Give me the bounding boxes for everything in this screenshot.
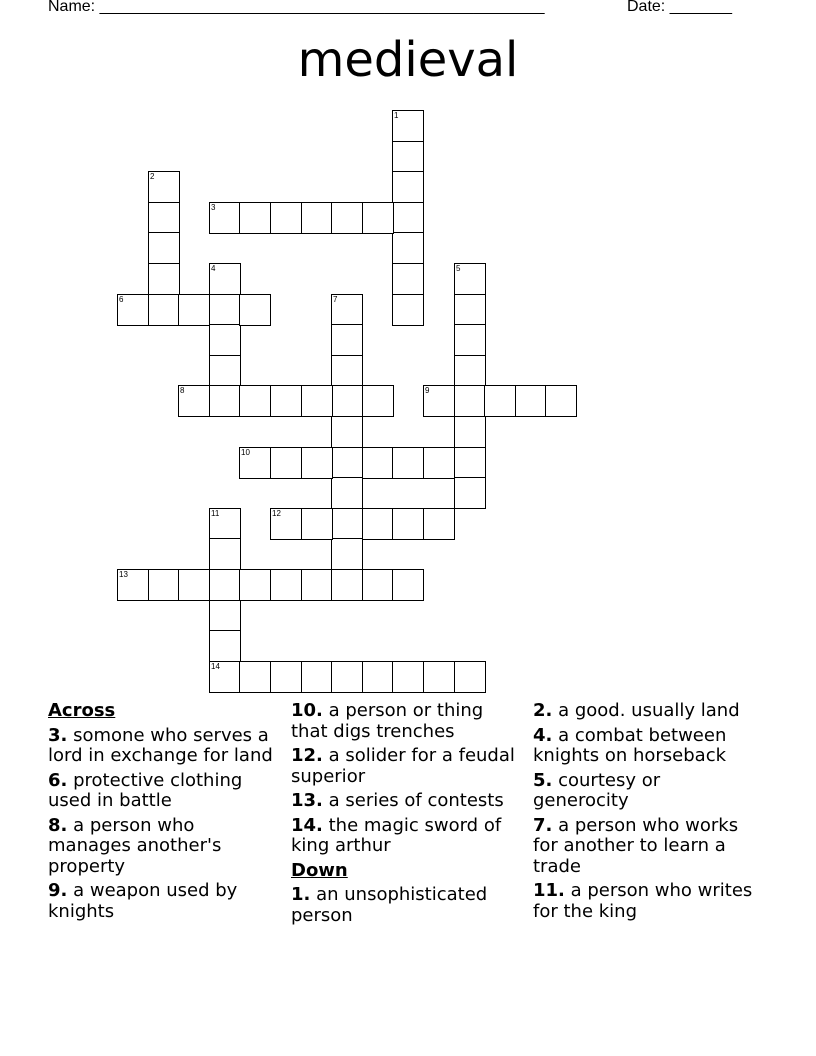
grid-cell[interactable] <box>331 294 363 326</box>
grid-cell[interactable] <box>392 294 424 326</box>
clue-text: the magic sword of king arthur <box>291 814 502 856</box>
clue-text: somone who serves a lord in exchange for land <box>48 724 273 766</box>
clue-text: a good. usually land <box>552 700 740 721</box>
grid-cell[interactable] <box>178 385 210 417</box>
grid-cell[interactable] <box>239 447 271 479</box>
grid-cell[interactable] <box>392 110 424 142</box>
grid-cell[interactable] <box>423 385 455 417</box>
grid-cell[interactable] <box>331 508 363 540</box>
grid-cell[interactable] <box>454 324 486 356</box>
name-blank[interactable]: __________________________________________________ <box>99 0 545 15</box>
clues-column-3 <box>533 701 761 926</box>
grid-cell[interactable] <box>484 385 516 417</box>
clue-number-label: 11. <box>533 880 565 901</box>
down-heading: Down <box>291 859 348 881</box>
grid-cell[interactable] <box>178 294 210 326</box>
grid-cell[interactable] <box>270 202 302 234</box>
across-clue <box>291 791 519 812</box>
across-clue <box>48 816 276 878</box>
grid-cell[interactable] <box>209 324 241 356</box>
clue-number-label: 1. <box>291 884 311 905</box>
grid-cell[interactable] <box>209 538 241 570</box>
clue-text: a series of contests <box>322 790 504 811</box>
clue-number: 9 <box>425 386 430 395</box>
across-clue <box>48 771 276 812</box>
clue-number-label: 12. <box>291 745 323 766</box>
grid-cell[interactable] <box>148 263 180 295</box>
grid-cell[interactable] <box>454 447 486 479</box>
grid-cell[interactable] <box>331 324 363 356</box>
grid-cell[interactable] <box>362 385 394 417</box>
down-clue <box>533 726 761 767</box>
grid-cell[interactable] <box>301 202 333 234</box>
grid-cell[interactable] <box>392 447 424 479</box>
clue-text: a person who writes for the king <box>533 880 753 922</box>
grid-cell[interactable] <box>117 569 149 601</box>
clue-number: 11 <box>211 509 220 518</box>
grid-cell[interactable] <box>392 141 424 173</box>
grid-cell[interactable] <box>301 569 333 601</box>
grid-cell[interactable] <box>209 294 241 326</box>
grid-cell[interactable] <box>209 630 241 662</box>
grid-cell[interactable] <box>331 202 363 234</box>
grid-cell[interactable] <box>301 447 333 479</box>
grid-cell[interactable] <box>331 385 363 417</box>
grid-cell[interactable] <box>270 661 302 693</box>
clues-column-2 <box>291 701 519 930</box>
clue-number: 10 <box>241 448 250 457</box>
clue-number: 5 <box>456 264 461 273</box>
grid-cell[interactable] <box>209 355 241 387</box>
clue-number-label: 6. <box>48 769 68 791</box>
down-clue <box>533 701 761 722</box>
clue-text: a person who manages another's property <box>48 814 222 877</box>
clue-number: 14 <box>211 662 220 671</box>
down-clue-list <box>291 885 519 926</box>
clue-number-label: 8. <box>48 814 68 836</box>
grid-cell[interactable] <box>331 538 363 570</box>
across-clue <box>291 746 519 787</box>
clue-text: a weapon used by knights <box>48 880 238 922</box>
grid-cell[interactable] <box>209 661 241 693</box>
name-field[interactable] <box>48 0 545 16</box>
grid-cell[interactable] <box>270 569 302 601</box>
grid-cell[interactable] <box>239 385 271 417</box>
clue-number-label: 13. <box>291 790 323 811</box>
clue-number-label: 10. <box>291 700 323 721</box>
grid-cell[interactable] <box>454 263 486 295</box>
grid-cell[interactable] <box>270 385 302 417</box>
grid-cell[interactable] <box>392 508 424 540</box>
grid-cell[interactable] <box>209 600 241 632</box>
grid-cell[interactable] <box>117 294 149 326</box>
grid-cell[interactable] <box>392 171 424 203</box>
clue-text: a combat between knights on horseback <box>533 724 727 766</box>
grid-cell[interactable] <box>423 661 455 693</box>
clue-number: 2 <box>150 172 155 181</box>
clue-number-label: 5. <box>533 769 553 791</box>
grid-cell[interactable] <box>209 569 241 601</box>
down-clue <box>291 885 519 926</box>
clue-number: 8 <box>180 386 185 395</box>
clue-text: a person who works for another to learn a trade <box>533 814 739 877</box>
grid-cell[interactable] <box>270 508 302 540</box>
date-blank[interactable]: _______ <box>669 0 732 15</box>
grid-cell[interactable] <box>515 385 547 417</box>
grid-cell[interactable] <box>331 477 363 509</box>
grid-cell[interactable] <box>331 447 363 479</box>
grid-cell[interactable] <box>392 202 424 234</box>
clue-text: a person or thing that digs trenches <box>291 700 484 742</box>
grid-cell[interactable] <box>545 385 577 417</box>
grid-cell[interactable] <box>454 416 486 448</box>
across-heading: Across <box>48 700 116 721</box>
grid-cell[interactable] <box>239 202 271 234</box>
across-clue <box>291 701 519 742</box>
clue-number: 12 <box>272 509 281 518</box>
grid-cell[interactable] <box>331 661 363 693</box>
clue-number: 4 <box>211 264 216 273</box>
clue-number: 1 <box>394 111 399 120</box>
grid-cell[interactable] <box>362 202 394 234</box>
grid-cell[interactable] <box>301 385 333 417</box>
grid-cell[interactable] <box>423 508 455 540</box>
down-clue <box>533 816 761 878</box>
grid-cell[interactable] <box>209 385 241 417</box>
across-clue <box>48 881 276 922</box>
grid-cell[interactable] <box>454 294 486 326</box>
grid-cell[interactable] <box>148 171 180 203</box>
clue-text: an unsophisticated person <box>291 884 488 926</box>
grid-cell[interactable] <box>239 294 271 326</box>
across-clue <box>48 726 276 767</box>
clue-number-label: 4. <box>533 724 553 746</box>
grid-cell[interactable] <box>392 569 424 601</box>
down-clue <box>533 881 761 922</box>
grid-cell[interactable] <box>454 355 486 387</box>
clue-number-label: 14. <box>291 814 323 836</box>
clues-column-1 <box>48 701 276 926</box>
clue-text: protective clothing used in battle <box>48 769 243 811</box>
grid-cell[interactable] <box>454 661 486 693</box>
across-clue-list-continued <box>291 701 519 857</box>
grid-cell[interactable] <box>239 569 271 601</box>
clue-number-label: 2. <box>533 700 553 721</box>
grid-cell[interactable] <box>362 569 394 601</box>
grid-cell[interactable] <box>392 232 424 264</box>
clue-number-label: 7. <box>533 814 553 836</box>
across-clue <box>291 816 519 857</box>
grid-cell[interactable] <box>301 661 333 693</box>
clue-number-label: 3. <box>48 724 68 746</box>
grid-cell[interactable] <box>178 569 210 601</box>
clue-number: 3 <box>211 203 216 212</box>
clue-number: 13 <box>119 570 128 579</box>
puzzle-title: medieval <box>297 32 519 88</box>
clue-number: 7 <box>333 295 338 304</box>
clue-number: 6 <box>119 295 124 304</box>
grid-cell[interactable] <box>392 661 424 693</box>
grid-cell[interactable] <box>331 355 363 387</box>
grid-cell[interactable] <box>454 385 486 417</box>
grid-cell[interactable] <box>301 508 333 540</box>
grid-cell[interactable] <box>239 661 271 693</box>
clue-number-label: 9. <box>48 880 68 901</box>
grid-cell[interactable] <box>362 508 394 540</box>
clue-text: a solider for a feudal superior <box>291 745 515 787</box>
clue-text: courtesy or generocity <box>533 769 661 811</box>
grid-cell[interactable] <box>148 294 180 326</box>
grid-cell[interactable] <box>148 569 180 601</box>
grid-cell[interactable] <box>331 569 363 601</box>
across-clue-list <box>48 726 276 923</box>
grid-cell[interactable] <box>362 447 394 479</box>
name-label: Name: <box>48 0 96 15</box>
grid-cell[interactable] <box>209 202 241 234</box>
grid-cell[interactable] <box>331 416 363 448</box>
grid-cell[interactable] <box>209 508 241 540</box>
grid-cell[interactable] <box>209 263 241 295</box>
grid-cell[interactable] <box>148 232 180 264</box>
date-label: Date: <box>627 0 666 15</box>
date-field[interactable] <box>627 0 732 16</box>
grid-cell[interactable] <box>454 477 486 509</box>
grid-cell[interactable] <box>362 661 394 693</box>
grid-cell[interactable] <box>270 447 302 479</box>
down-clue <box>533 771 761 812</box>
grid-cell[interactable] <box>392 263 424 295</box>
grid-cell[interactable] <box>148 202 180 234</box>
grid-cell[interactable] <box>423 447 455 479</box>
down-clue-list-continued <box>533 701 761 922</box>
